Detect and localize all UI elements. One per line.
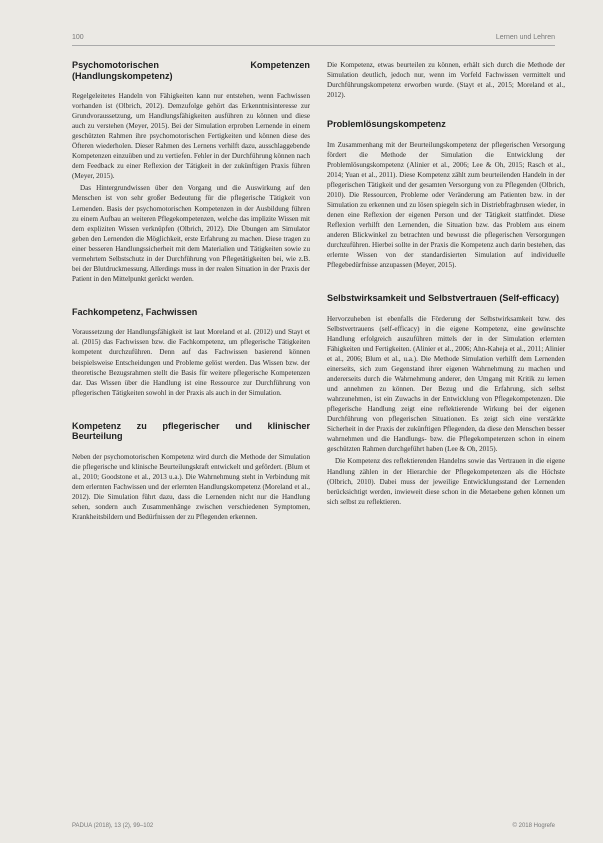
section-title-beurteilung: Kompetenz zu pflegerischer und klinischer Beurteilung	[72, 420, 310, 442]
copyright-notice: © 2018 Hogrefe	[512, 823, 555, 829]
running-title: Lernen und Lehren	[495, 34, 555, 41]
section-title-psychomotor: Psychomotorischen Kompetenzen (Handlungskompetenz)	[72, 60, 310, 81]
right-column	[327, 60, 565, 509]
page-number: 100	[72, 34, 84, 41]
paragraph: Die Kompetenz, etwas beurteilen zu können, erhält sich durch die Methode der Simulation deutlich, jedoch nur, wenn im Vorfeld Fachwissen vermittelt und Durchführungskompetenz erworben wurde. (Stayt et al., 2015; Moreland et al., 2012).	[327, 61, 565, 100]
paragraph: Die Kompetenz des reflektierenden Handelns sowie das Vertrauen in die eigene Handlung zählen in der Hierarchie der Pflegekompetenzen als die Höchste (Olbrich, 2010). Dabei muss der jeweilige Entwicklungsstand der Lernenden berücksichtigt werden, inwieweit diese schon in die Metaebene gehen können um sich selbst zu reflektieren.	[327, 457, 565, 506]
page-header	[72, 34, 555, 46]
left-column	[72, 60, 310, 524]
paragraph: Das Hintergrundwissen über den Vorgang und die Auswirkung auf den Menschen ist von sehr großer Bedeutung für die pflegerische Tätigkeit von Lernenden. Basis der psychomotorischen Kompetenzen in der Ausbildung führen zu einem Aufbau an weiteren Pflegekompetenzen, welche das implizite Wissen mit dem expliziten Wissen verknüpfen (Olbrich, 2012). Die Übungen am Simulator geben den Lernenden die Möglichkeit, erste Erfahrung zu machen. Diese tragen zu einer besseren Handlungssicherheit mit dem Materialien und Tätigkeiten sowie zu vermehrtem Selbstschutz in der Durchführung von Pflegetätigkeiten bei, wie z.B. bei der Blutdruckmessung. Allerdings muss in der realen Situation in der Praxis der Patient in den Mittelpunkt gerückt werden.	[72, 184, 310, 283]
journal-citation: PADUA (2018), 13 (2), 99–102	[72, 823, 154, 829]
paragraph: Im Zusammenhang mit der Beurteilungskompetenz der pflegerischen Versorgung fördert die Methode der Simulation die Entwicklung der Problemlösungskompetenz (Alinier et al., 2006; Lee & Oh, 2015; Rasch et al., 2014; Yuan et al., 2011). Diese Kompetenz zählt zum beurteilenden Handeln in der pflegerischen Tätigkeit und der gesamten Versorgung von zu Pflegenden (Olbrich, 2010). Die Ressourcen, Probleme oder Veränderung am Patienten bzw. in der Simulation zu erkennen und zu lösen spiegeln sich in Distriebfragbrusen wieder, in denen eine Reflexion der eigenen Person und der Tätigkeit stattfindet. Diese Reflexion verhilft den Lernenden, die Situation bzw. das Problem aus einem anderen Blickwinkel zu betrachten und bewusst die pflegerischen Versorgungen durchzuführen. Hierbei sollte in der Praxis die Kompetenz auch darin bestehen, das erlernte Wissen von der standardisierten Simulation auf individuelle Pflegebedürfnisse anzupassen (Meyer, 2015).	[327, 140, 565, 270]
paragraph: Regelgeleitetes Handeln von Fähigkeiten kann nur entstehen, wenn Fachwissen vorhanden ist (Olbrich, 2012). Demzufolge gehört das Erkenntnisinteresse zur Grundvoraussetzung, um Handlungsfähigkeiten ausführen zu können und diese auch zu verstehen (Meyer, 2015). Bei der Simulation erproben Lernende in einem geschützten Rahmen ihre psychomotorischen Fertigkeiten und können diese des Öfteren wiederholen. Dieser Rahmen des Lernens verhilft dazu, ausschlaggebende Kompetenzen einzuüben und zu vertiefen. Fehler in der Durchführung können nach dem Feedback zu einer Reflexion der Tätigkeit in der zukünftigen Praxis führen (Meyer, 2015).	[72, 92, 310, 181]
paragraph: Voraussetzung der Handlungsfähigkeit ist laut Moreland et al. (2012) und Stayt et al. (2015) das Fachwissen bzw. die Fachkompetenz, um pflegerische Tätigkeiten kompetent durchzuführen. Denn auf das Fachwissen basierend können beispielsweise Entscheidungen und Probleme gelöst werden. Das Wissen bzw. der theoretische Bezugsrahmen stellt die Basis für weitere pflegerische Kompetenzen dar. Das Wissen über die Handlung ist eine Ressource zur Durchführung von pflegerischen Tätigkeiten sowohl in der Praxis als auch in der Simulation.	[72, 328, 310, 397]
section-title-problemloesung: Problemlösungskompetenz	[327, 119, 446, 130]
paragraph: Neben der psychomotorischen Kompetenz wird durch die Methode der Simulation die pflegerische und klinische Beurteilungskraft entwickelt und gefördert. (Blum et al., 2010; Goodstone et al., 2013 u.a.). Die Wahrnehmung steht in Verbindung mit dem erlernten Fachwissen und der erlernten Handlungskompetenz (Moreland et al., 2012). Die Simulation führt dazu, dass die Lernenden nicht nur die Handlung sehen, sondern auch Zusammenhänge zwischen verschiedenen Symptomen, Krankheitsbildern und Bedürfnissen der zu Pflegenden erkennen.	[72, 452, 310, 521]
section-title-fachkompetenz: Fachkompetenz, Fachwissen	[72, 306, 198, 317]
paragraph: Hervorzuheben ist ebenfalls die Förderung der Selbstwirksamkeit bzw. des Selbstvertrauens (self-efficacy) in die eigene Kompetenz, eine gewünschte Handlung erfolgreich auszuführen mittels der in der Simulation erlernten Fähigkeiten und Fertigkeiten. (Alinier et al., 2006; Ahn-Kaheja et al., 2011; Alinier et al., 2006; Blum et al., u.a.). Die Methode Simulation verhilft dem Lernenden einerseits, sich zum Gegenstand ihrer eigenen Wahrnehmung zu machen und andererseits durch die Wahrnehmung anderer, den Umgang mit Kritik zu lernen und annehmen zu können. Der Bezug und die Erfahrung, sich selbst wahrzunehmen, ist ein Zuwachs in der Entwicklung von Pflegekompetenzen. Die pflegerische Handlung zeigt eine reflektierende Wirkung bei der eigenen Durchführung von pflegerischen Situationen. Es zeigt sich eine verstärkte Sicherheit in der Praxis der zukünftigen Pflegenden, da diese den Menschen besser wahrnehmen und die Handlungs- bzw. die Pflegekompetenzen schon in einem geschützten Rahmen durchgeführt haben (Lee & Oh, 2015).	[327, 314, 565, 454]
section-title-selbstwirksamkeit: Selbstwirksamkeit und Selbstvertrauen (Self-efficacy)	[327, 293, 559, 304]
header-rule	[72, 45, 555, 46]
